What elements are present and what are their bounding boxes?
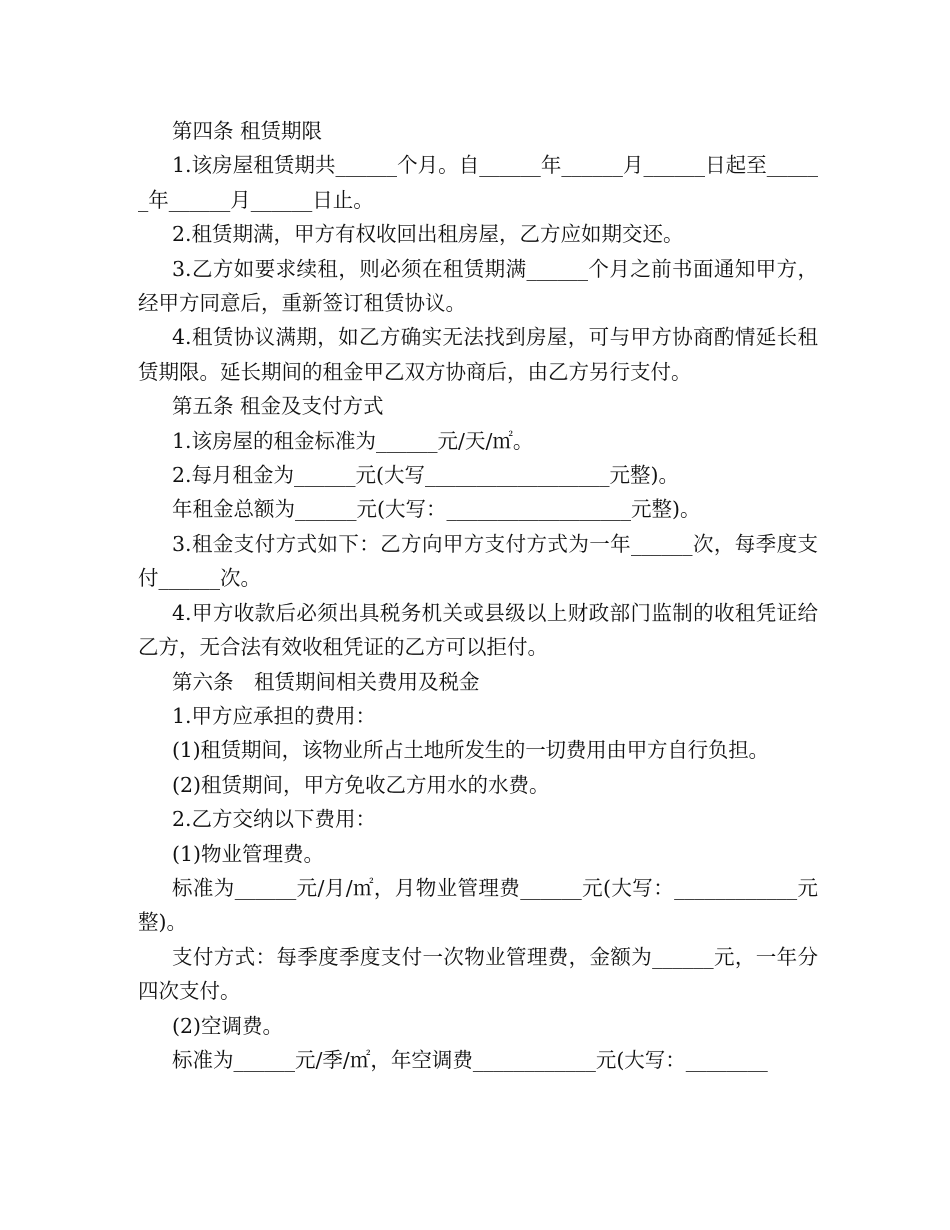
document-body [138,114,818,1077]
article-4-clause-4: 4.租赁协议满期，如乙方确实无法找到房屋，可与甲方协商酌情延长租赁期限。延长期间的租金甲乙双方协商后，由乙方另行支付。 [138,325,818,384]
property-fee-payment: 支付方式：每季度季度支付一次物业管理费，金额为______元，一年分四次支付。 [138,944,818,1004]
air-conditioning-fee-standard: 标准为______元/季/㎡，年空调费____________元(大写：________ [172,1047,768,1072]
article-6-clause-2-item-1: (1)物业管理费。 [172,841,325,866]
article-6-clause-2: 2.乙方交纳以下费用： [172,807,377,832]
article-5-clause-3: 3.租金支付方式如下：乙方向甲方支付方式为一年______次，每季度支付______次。 [138,531,818,591]
property-fee-standard: 标准为______元/月/㎡，月物业管理费______元(大写：____________元整)。 [138,875,818,935]
article-6-heading: 第六条 租赁期间相关费用及税金 [172,669,480,694]
article-4-clause-3: 3.乙方如要求续租，则必须在租赁期满______个月之前书面通知甲方，经甲方同意后，重新签订租赁协议。 [138,256,818,316]
article-5-annual-rent: 年租金总额为______元(大写：__________________元整)。 [172,497,701,522]
article-4-clause-2: 2.租赁期满，甲方有权收回出租房屋，乙方应如期交还。 [172,222,684,247]
article-5-clause-2: 2.每月租金为______元(大写__________________元整)。 [172,463,680,488]
article-5-clause-1: 1.该房屋的租金标准为______元/天/㎡。 [172,428,534,453]
article-6-clause-2-item-2: (2)空调费。 [172,1013,284,1038]
article-6-clause-1-item-2: (2)租赁期间，甲方免收乙方用水的水费。 [172,772,550,797]
article-4-clause-1: 1.该房屋租赁期共______个月。自______年______月______日起至______年______月______日止。 [138,153,818,212]
article-6-clause-1-item-1: (1)租赁期间，该物业所占土地所发生的一切费用由甲方自行负担。 [172,738,769,763]
article-5-clause-4: 4.甲方收款后必须出具税务机关或县级以上财政部门监制的收租凭证给乙方，无合法有效收租凭证的乙方可以拒付。 [138,600,818,660]
article-5-heading: 第五条 租金及支付方式 [172,394,384,419]
article-6-clause-1: 1.甲方应承担的费用： [172,703,377,728]
article-4-heading: 第四条 租赁期限 [172,119,323,143]
